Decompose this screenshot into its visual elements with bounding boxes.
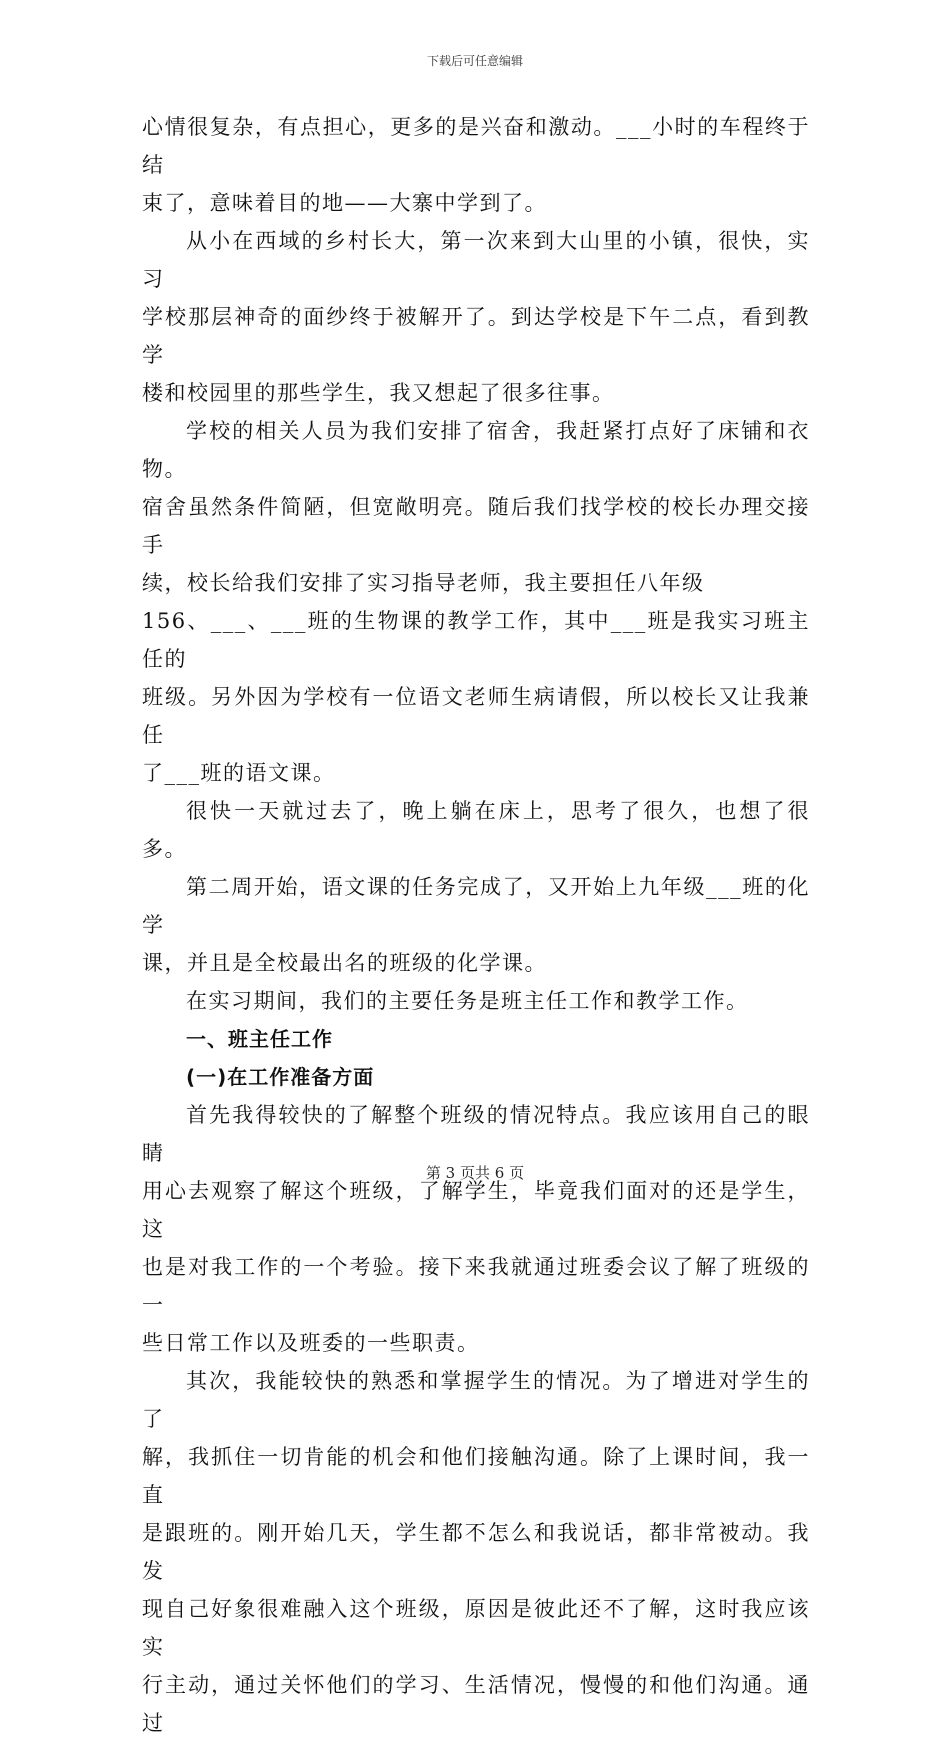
text-line: 学校的相关人员为我们安排了宿舍，我赶紧打点好了床铺和衣物。 [142,419,810,481]
paragraph [142,108,810,222]
text-line: 一、班主任工作 [186,1027,333,1051]
text-line: 了___班的语文课。 [142,761,336,785]
paragraph [142,1096,810,1362]
text-line: 是跟班的。刚开始几天，学生都不怎么和我说话，都非常被动。我发 [142,1521,810,1583]
text-line: 课，并且是全校最出名的班级的化学课。 [142,951,547,975]
paragraph [142,982,810,1020]
text-line: (一)在工作准备方面 [186,1065,375,1089]
paragraph [142,222,810,412]
paragraph [142,412,810,792]
text-line: 楼和校园里的那些学生，我又想起了很多往事。 [142,381,615,405]
text-line: 束了，意味着目的地——大寨中学到了。 [142,191,547,215]
paragraph [142,868,810,982]
text-line: 心情很复杂，有点担心，更多的是兴奋和激动。___小时的车程终于结 [142,115,810,177]
text-line: 首先我得较快的了解整个班级的情况特点。我应该用自己的眼睛 [142,1103,810,1165]
text-line: 从小在西域的乡村长大，第一次来到大山里的小镇，很快，实习 [142,229,810,291]
text-line: 班级。另外因为学校有一位语文老师生病请假，所以校长又让我兼任 [142,685,810,747]
text-line: 续，校长给我们安排了实习指导老师，我主要担任八年级 [142,571,705,595]
page-header: 下载后可任意编辑 [426,54,523,68]
section-heading [142,1058,810,1096]
text-line: 用心去观察了解这个班级，了解学生，毕竟我们面对的还是学生，这 [142,1179,810,1241]
paragraph [142,1362,810,1742]
section-heading [142,1020,810,1058]
text-line: 些日常工作以及班委的一些职责。 [142,1331,480,1355]
text-line: 学校那层神奇的面纱终于被解开了。到达学校是下午二点，看到教学 [142,305,810,367]
text-line: 解，我抓住一切肯能的机会和他们接触沟通。除了上课时间，我一直 [142,1445,810,1507]
text-line: 行主动，通过关怀他们的学习、生活情况，慢慢的和他们沟通。通过 [142,1673,810,1735]
text-line: 现自己好象很难融入这个班级，原因是彼此还不了解，这时我应该实 [142,1597,810,1659]
document-body [142,108,810,1742]
text-line: 宿舍虽然条件简陋，但宽敞明亮。随后我们找学校的校长办理交接手 [142,495,810,557]
text-line: 其次，我能较快的熟悉和掌握学生的情况。为了增进对学生的了 [142,1369,810,1431]
text-line: 156、___、___班的生物课的教学工作，其中___班是我实习班主任的 [142,609,810,671]
text-line: 也是对我工作的一个考验。接下来我就通过班委会议了解了班级的一 [142,1255,810,1317]
text-line: 第二周开始，语文课的任务完成了，又开始上九年级___班的化学 [142,875,810,937]
page-number: 第 3 页共 6 页 [425,1164,525,1182]
text-line: 很快一天就过去了，晚上躺在床上，思考了很久，也想了很多。 [142,799,810,861]
paragraph [142,792,810,868]
text-line: 在实习期间，我们的主要任务是班主任工作和教学工作。 [186,989,749,1013]
